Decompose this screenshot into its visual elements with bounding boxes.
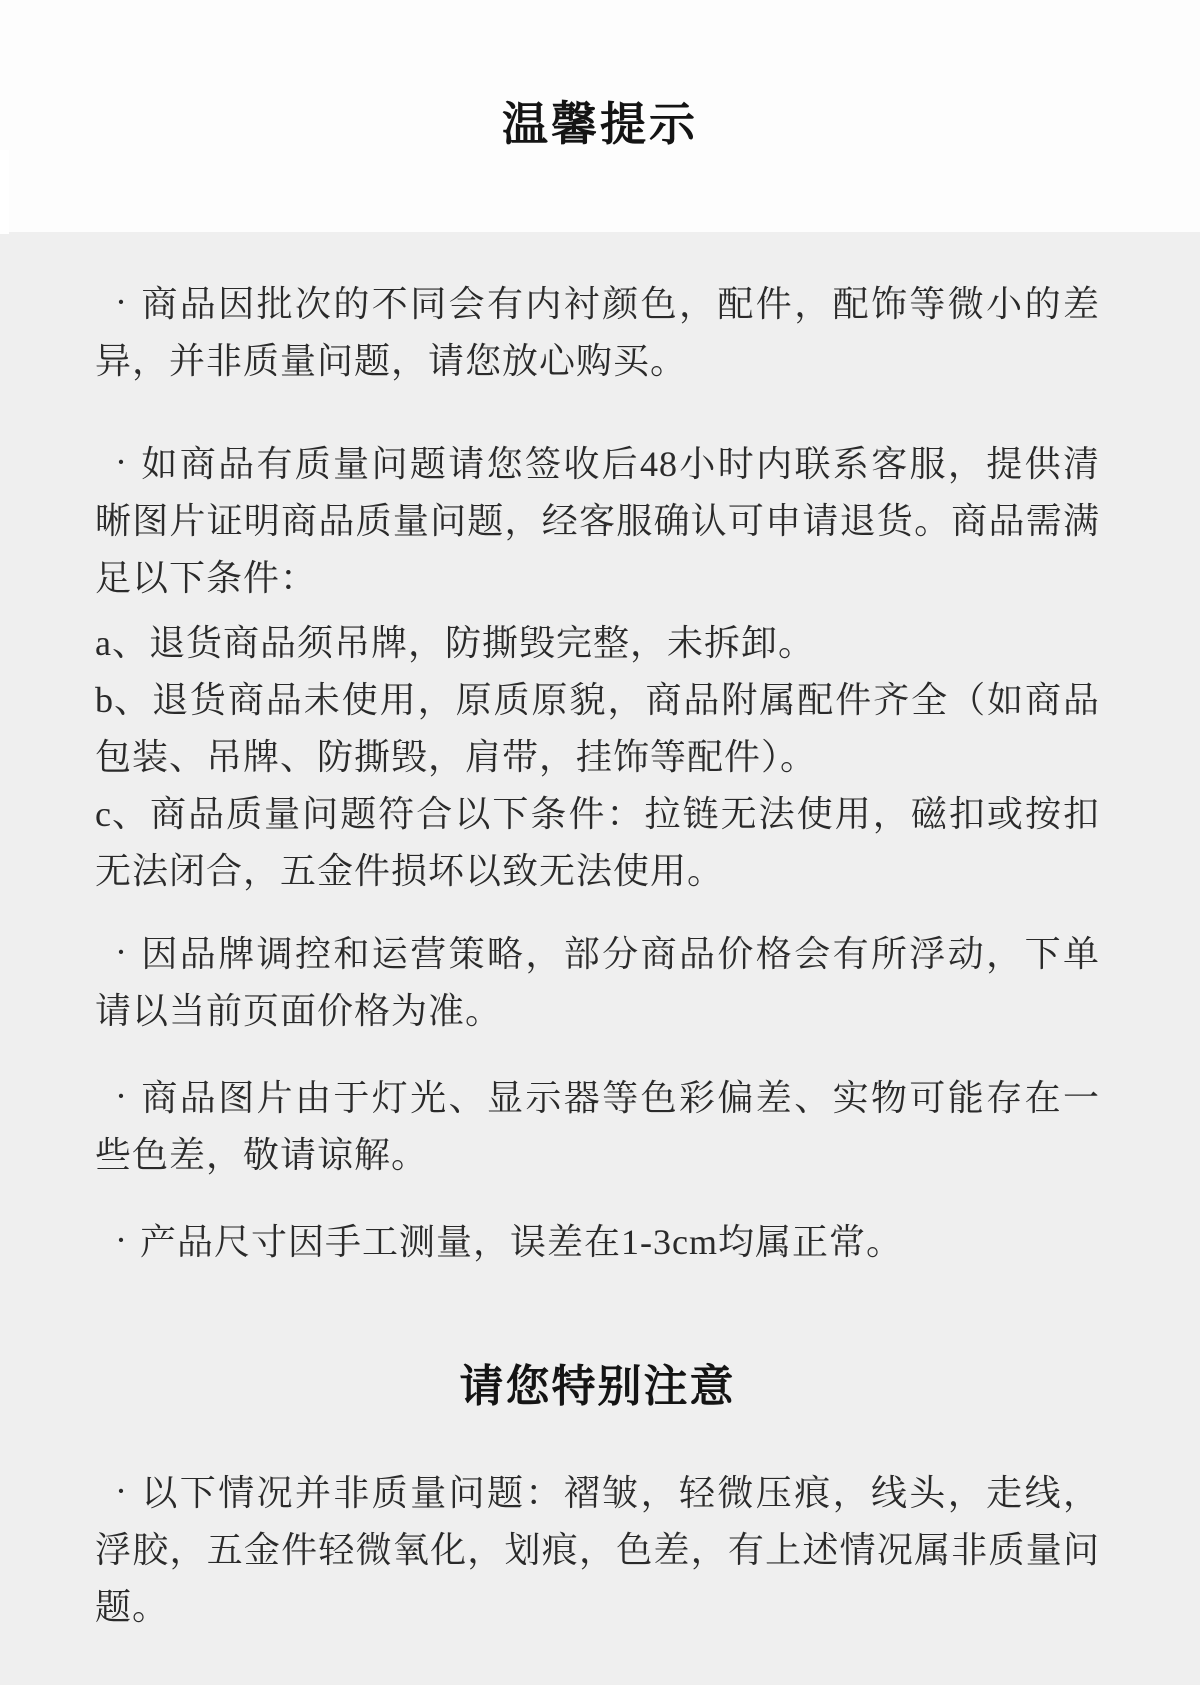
return-condition-c-text: 商品质量问题符合以下条件：拉链无法使用，磁扣或按扣无法闭合，五金件损坏以致无法使用。 [95,794,1100,891]
notice-price-fluctuation [95,926,1100,1040]
return-condition-a-text: 退货商品须吊牌，防撕毁完整，未拆卸。 [148,623,815,663]
attention-section-title: 请您特别注意 [459,1362,736,1411]
left-edge-strip [0,150,9,234]
notice-size-tolerance-text: 产品尺寸因手工测量，误差在1-3cm均属正常。 [140,1222,903,1262]
return-condition-a [95,615,1100,672]
page-title: 温馨提示 [502,99,698,150]
bullet-dot-icon: · [115,1076,128,1116]
bullet-dot-icon: · [115,1220,128,1260]
notice-color-difference-text: 商品图片由于灯光、显示器等色彩偏差、实物可能存在一些色差，敬请谅解。 [95,1078,1100,1175]
notice-non-quality-issues [95,1465,1100,1636]
notice-batch-variation [95,276,1100,390]
bullet-dot-icon: · [115,1471,128,1511]
notice-size-tolerance [95,1214,1100,1271]
return-condition-c [95,786,1100,900]
return-condition-b-text: 退货商品未使用，原质原貌，商品附属配件齐全（如商品包装、吊牌、防撕毁，肩带，挂饰等配件）。 [95,680,1100,777]
notice-color-difference [95,1070,1100,1184]
notice-batch-variation-text: 商品因批次的不同会有内衬颜色，配件，配饰等微小的差异，并非质量问题，请您放心购买。 [95,284,1100,381]
notice-body [0,232,1200,1682]
bullet-dot-icon: · [115,932,128,972]
return-condition-b [95,672,1100,786]
condition-label-c: c、 [95,794,149,834]
title-band [0,0,1200,232]
bullet-dot-icon: · [115,282,128,322]
notice-price-fluctuation-text: 因品牌调控和运营策略，部分商品价格会有所浮动，下单请以当前页面价格为准。 [95,934,1100,1031]
return-condition-list [95,615,1100,900]
condition-label-b: b、 [95,680,152,720]
condition-label-a: a、 [95,623,149,663]
notice-quality-return [95,436,1100,607]
bullet-dot-icon: · [115,442,128,482]
notice-non-quality-issues-text: 以下情况并非质量问题：褶皱，轻微压痕，线头，走线，浮胶，五金件轻微氧化，划痕，色差，有上述情况属非质量问题。 [95,1473,1100,1627]
notice-quality-return-text: 如商品有质量问题请您签收后48小时内联系客服，提供清晰图片证明商品质量问题，经客服确认可申请退货。商品需满足以下条件： [95,444,1100,598]
